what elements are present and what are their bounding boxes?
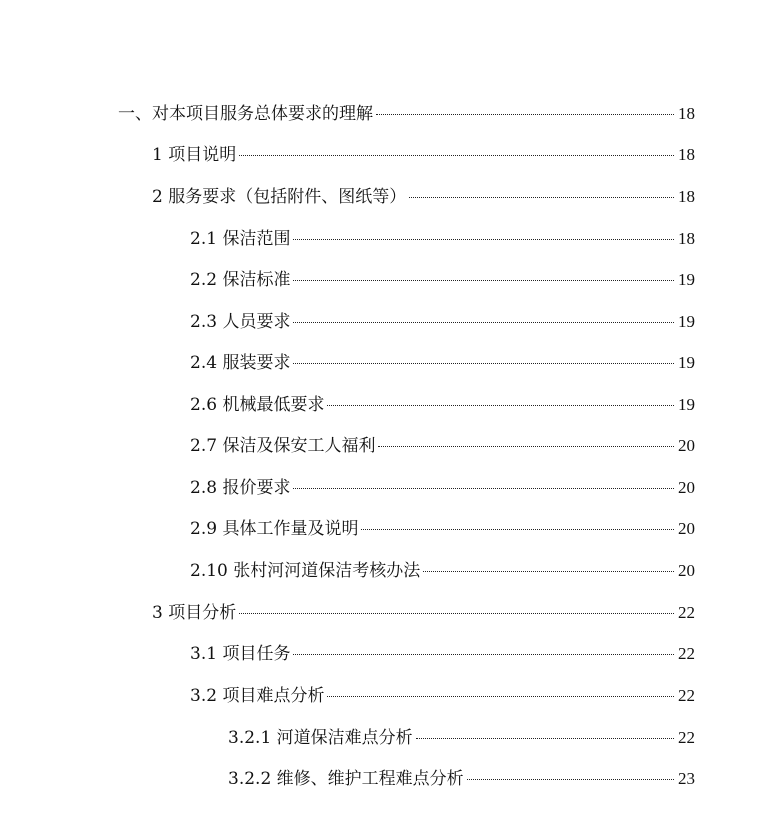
toc-entry-page: 23	[678, 769, 695, 788]
toc-entry-title: 2.3 人员要求	[190, 312, 291, 332]
toc-entry[interactable]	[190, 517, 695, 541]
toc-entry[interactable]	[152, 185, 695, 209]
toc-entry-page: 20	[678, 519, 695, 538]
toc-entry[interactable]	[118, 102, 695, 126]
toc-entry-page: 22	[678, 728, 695, 747]
toc-entry[interactable]	[152, 143, 695, 167]
dot-leader	[293, 239, 674, 240]
toc-entry-title: 2.2 保洁标准	[190, 270, 291, 290]
toc-entry-title: 2.1 保洁范围	[190, 229, 291, 249]
dot-leader	[293, 654, 674, 655]
dot-leader	[293, 488, 674, 489]
toc-entry-page: 20	[678, 478, 695, 497]
toc-entry-title: 3 项目分析	[152, 603, 237, 623]
toc-entry[interactable]	[190, 684, 695, 708]
dot-leader	[467, 779, 674, 780]
toc-entry[interactable]	[228, 726, 695, 750]
dot-leader	[416, 738, 674, 739]
toc-entry-title: 2 服务要求（包括附件、图纸等）	[152, 187, 407, 207]
dot-leader	[293, 363, 674, 364]
toc-entry[interactable]	[152, 601, 695, 625]
toc-entry-page: 22	[678, 603, 695, 622]
dot-leader	[361, 529, 674, 530]
dot-leader	[376, 114, 674, 115]
toc-entry-title: 3.2.1 河道保洁难点分析	[228, 728, 413, 748]
toc-entry[interactable]	[190, 268, 695, 292]
toc-entry[interactable]	[190, 351, 695, 375]
toc-entry-title: 3.2.2 维修、维护工程难点分析	[228, 769, 464, 789]
toc-entry[interactable]	[190, 476, 695, 500]
toc-entry[interactable]	[228, 767, 695, 791]
toc-entry-page: 19	[678, 312, 695, 331]
toc-entry-page: 22	[678, 686, 695, 705]
toc-entry-page: 18	[678, 104, 695, 123]
toc-entry-page: 20	[678, 436, 695, 455]
dot-leader	[239, 613, 674, 614]
toc-entry-title: 2.10 张村河河道保洁考核办法	[190, 561, 421, 581]
toc-entry[interactable]	[190, 559, 695, 583]
toc-entry-title: 2.7 保洁及保安工人福利	[190, 436, 376, 456]
toc-entry-page: 18	[678, 229, 695, 248]
toc-entry-page: 18	[678, 145, 695, 164]
toc-entry[interactable]	[190, 393, 695, 417]
dot-leader	[239, 155, 674, 156]
dot-leader	[409, 197, 674, 198]
dot-leader	[327, 405, 674, 406]
dot-leader	[327, 696, 674, 697]
toc-entry-page: 20	[678, 561, 695, 580]
toc-entry-title: 2.9 具体工作量及说明	[190, 519, 359, 539]
toc-entry-page: 19	[678, 353, 695, 372]
toc-entry[interactable]	[190, 434, 695, 458]
toc-entry-title: 2.4 服装要求	[190, 353, 291, 373]
toc-entry[interactable]	[190, 310, 695, 334]
dot-leader	[293, 280, 674, 281]
dot-leader	[293, 322, 674, 323]
toc-entry-title: 3.1 项目任务	[190, 644, 291, 664]
toc-entry-title: 2.6 机械最低要求	[190, 395, 325, 415]
toc-entry-page: 19	[678, 395, 695, 414]
toc-entry-title: 2.8 报价要求	[190, 478, 291, 498]
toc-entry-title: 一、对本项目服务总体要求的理解	[118, 104, 373, 124]
toc-entry[interactable]	[190, 227, 695, 251]
toc-entry-page: 19	[678, 270, 695, 289]
toc-entry-title: 1 项目说明	[152, 145, 237, 165]
toc-entry[interactable]	[190, 642, 695, 666]
toc-entry-title: 3.2 项目难点分析	[190, 686, 325, 706]
toc-entry-page: 22	[678, 644, 695, 663]
dot-leader	[423, 571, 674, 572]
dot-leader	[378, 446, 674, 447]
toc-entry-page: 18	[678, 187, 695, 206]
